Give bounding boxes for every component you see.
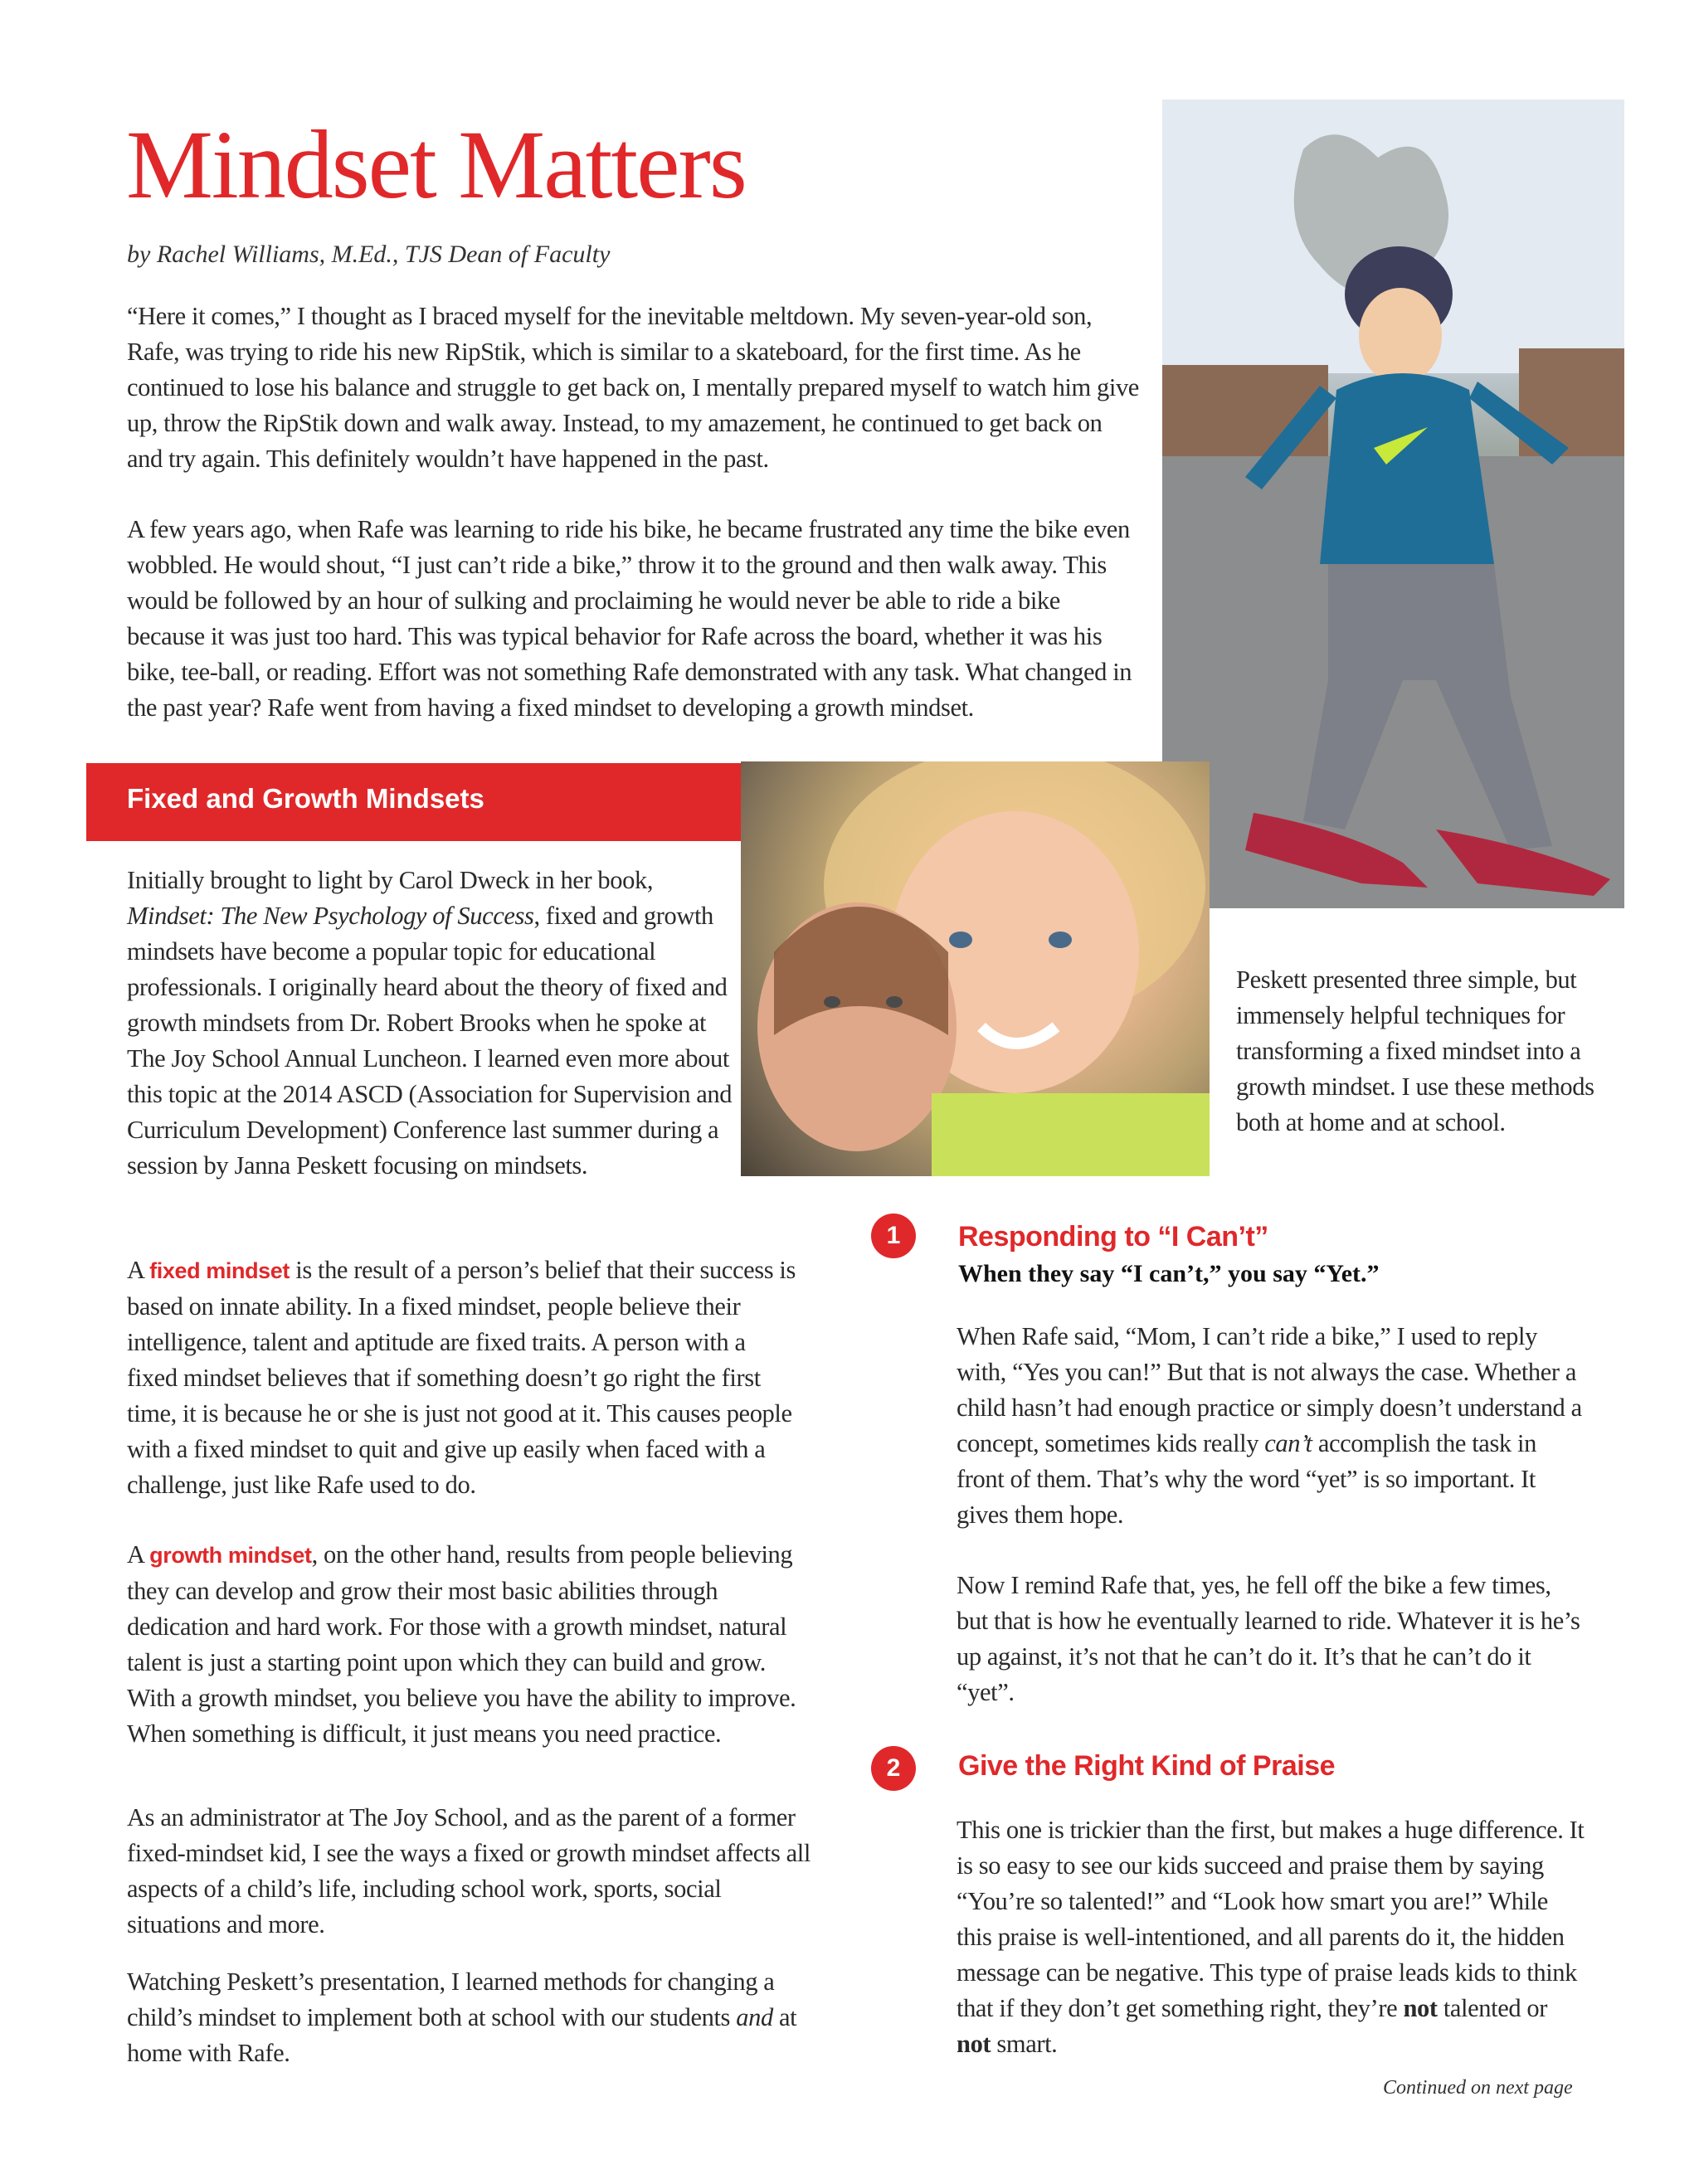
step-number-2: 2 bbox=[871, 1746, 916, 1791]
book-title: Mindset: The New Psychology of Success bbox=[127, 902, 534, 930]
watching-paragraph: Watching Peskett’s presentation, I learned methods for changing a child’s mindset to implement both at school with our students and at home with Rafe. bbox=[127, 1968, 797, 2067]
fixed-mindset-paragraph: A fixed mindset is the result of a person’s belief that their success is based on innate ability. In a fixed mindset, people believe their intelligence, talent and aptitude are fixed traits. A person with a fixed mindset believes that if something doesn’t go right the first time, it is because he or she is just not good at it. This causes people with a fixed mindset to quit and give up easily when faced with a challenge, just like Rafe used to do. bbox=[127, 1256, 796, 1499]
growth-mindset-term: growth mindset bbox=[149, 1543, 312, 1568]
peskett-paragraph: Peskett presented three simple, but immensely helpful techniques for transforming a fixed mindset into a growth mindset. I use these methods both at home and at school. bbox=[1236, 966, 1594, 1136]
step-1-subtitle: When they say “I can’t,” you say “Yet.” bbox=[958, 1260, 1380, 1287]
step-1-paragraph-1: When Rafe said, “Mom, I can’t ride a bike,” I used to reply with, “Yes you can!” But that is not always the case. Whether a child hasn’t had enough practice or simply doesn’t understand a concept, sometimes kids really can’t accomplish the task in front of them. That’s why the word “yet” is so important. It gives them hope. bbox=[957, 1322, 1582, 1529]
administrator-paragraph: As an administrator at The Joy School, and as the parent of a former fixed-mindset kid, I see the ways a fixed or growth mindset affects all aspects of a child’s life, including school work, sports, social situations and more. bbox=[127, 1803, 811, 1938]
intro-paragraph-1: “Here it comes,” I thought as I braced myself for the inevitable meltdown. My seven-year-old son, Rafe, was trying to ride his new RipStik, which is similar to a skateboard, for the first time. As he continued to lose his balance and struggle to get back on, I mentally prepared myself to watch him give up, throw the RipStik down and walk away. Instead, to my amazement, he continued to get back on and try again. This definitely wouldn’t have happened in the past. bbox=[127, 302, 1139, 473]
section-heading: Fixed and Growth Mindsets bbox=[127, 783, 484, 814]
step-number-1: 1 bbox=[871, 1214, 916, 1258]
byline: by Rachel Williams, M.Ed., TJS Dean of Faculty bbox=[127, 241, 611, 268]
fixed-mindset-term: fixed mindset bbox=[149, 1258, 290, 1283]
photo-boy-illustration bbox=[1162, 100, 1624, 908]
growth-mindset-paragraph: A growth mindset, on the other hand, results from people believing they can develop and grow their most basic abilities through dedication and hard work. For those with a growth mindset, natural talent is just a starting point upon which they can build and grow. With a growth mindset, you believe you have the ability to improve. When something is difficult, it just means you need practice. bbox=[127, 1540, 796, 1748]
step-2-paragraph: This one is trickier than the first, but makes a huge difference. It is so easy to see our kids succeed and praise them by saying “You’re so talented!” and “Look how smart you are!” While this praise is well-intentioned, and all parents do it, the hidden message can be negative. This type of praise leads kids to think that if they don’t get something right, they’re not talented or not smart. bbox=[957, 1816, 1585, 2058]
step-2-title: Give the Right Kind of Praise bbox=[958, 1750, 1336, 1782]
step-1-paragraph-2: Now I remind Rafe that, yes, he fell off the bike a few times, but that is how he eventually learned to ride. Whatever it is he’s up against, it’s not that he can’t do it. It’s that he can’t do it “yet”. bbox=[957, 1571, 1580, 1706]
step-1-title: Responding to “I Can’t” bbox=[958, 1221, 1268, 1253]
photo-mother-son-selfie bbox=[741, 761, 1210, 1176]
photo-selfie-illustration bbox=[741, 761, 1210, 1176]
intro-paragraph-2: A few years ago, when Rafe was learning to ride his bike, he became frustrated any time the bike even wobbled. He would shout, “I just can’t ride a bike,” throw it to the ground and then walk away. This would be followed by an hour of sulking and proclaiming he would never be able to ride a bike because it was just too hard. This was typical behavior for Rafe across the board, whether it was his bike, tee-ball, or reading. Effort was not something Rafe demonstrated with any task. What changed in the past year? Rafe went from having a fixed mindset to developing a growth mindset. bbox=[127, 515, 1132, 722]
photo-boy-on-ripstik bbox=[1162, 100, 1624, 908]
article-title: Mindset Matters bbox=[126, 110, 746, 219]
section-paragraph-intro: Initially brought to light by Carol Dweck in her book, Mindset: The New Psychology of Success, fixed and growth mindsets have become a popular topic for educational professionals. I originally heard about the theory of fixed and growth mindsets from Dr. Robert Brooks when he spoke at The Joy School Annual Luncheon. I learned even more about this topic at the 2014 ASCD (Association for Supervision and Curriculum Development) Conference last summer during a session by Janna Peskett focusing on mindsets. bbox=[127, 866, 733, 1180]
continued-note: Continued on next page bbox=[1383, 2077, 1573, 2099]
